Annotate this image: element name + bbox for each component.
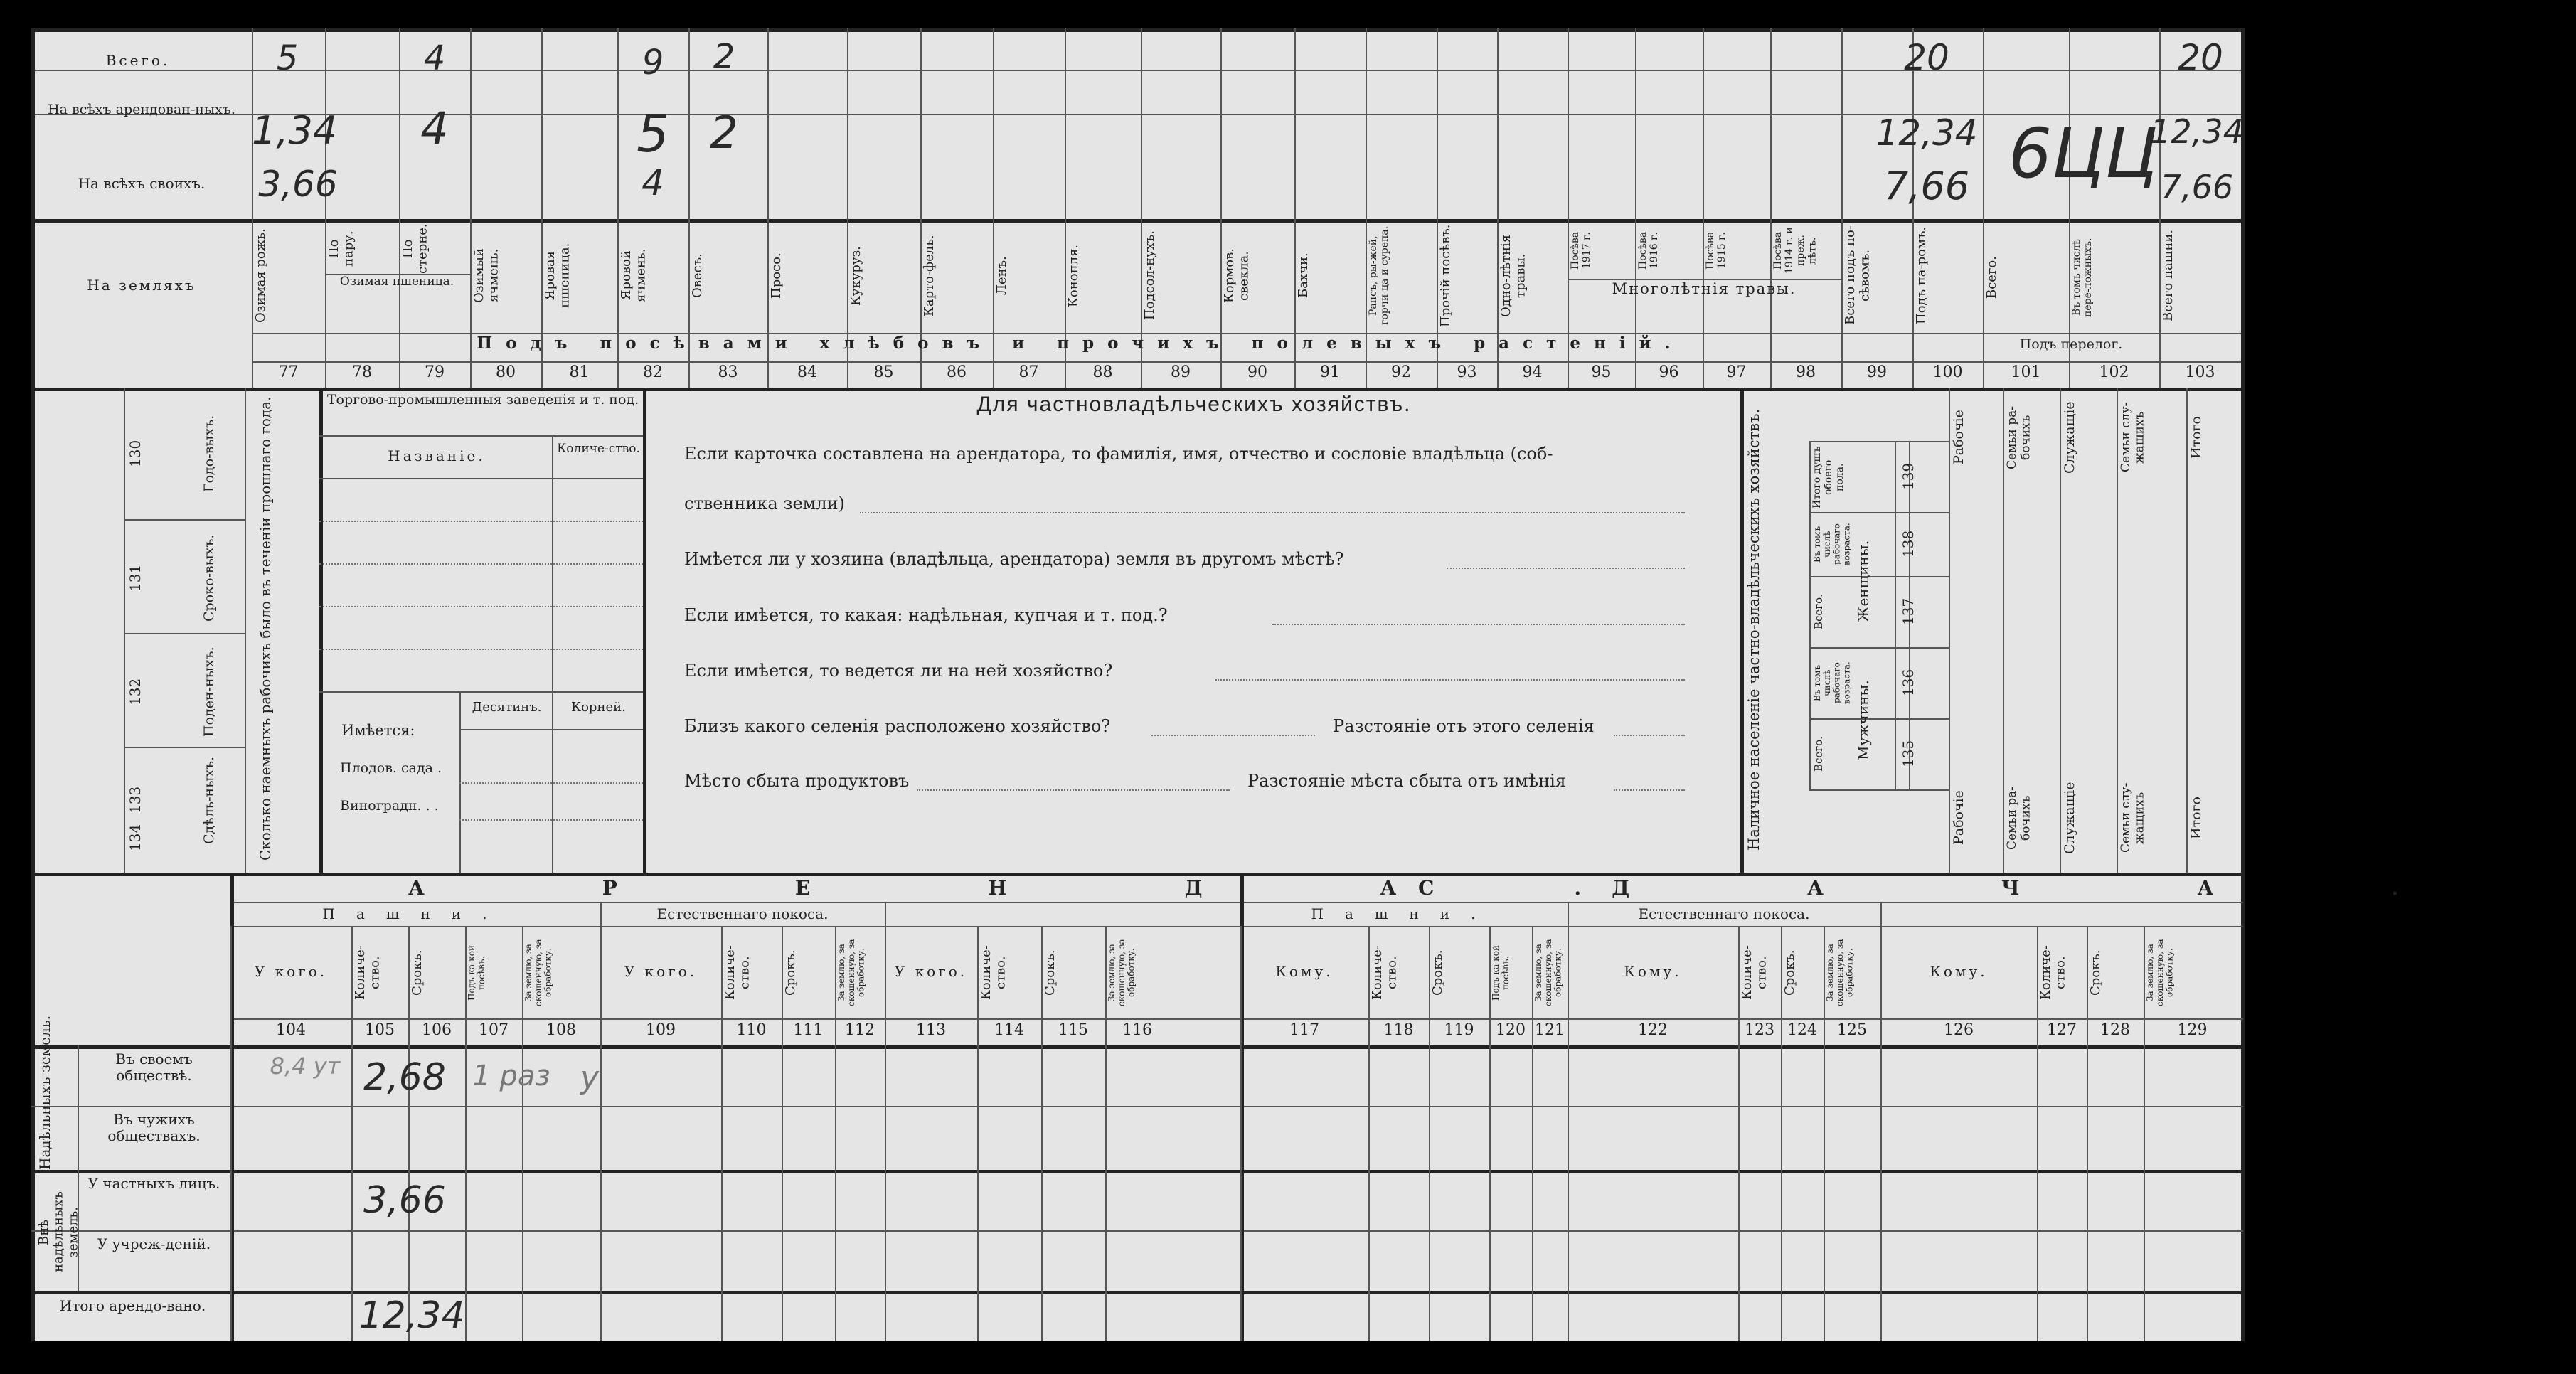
crop-header-85: Кукуруз.	[848, 245, 863, 306]
crop-header-86: Карто-фель.	[922, 235, 937, 316]
trade-title: Торгово-промышленныя заведенiя и т. под.	[326, 392, 639, 408]
col-divider	[600, 926, 602, 1341]
hw-total-83: 2	[713, 37, 735, 77]
dotted-line	[319, 521, 643, 522]
dotted-line	[319, 649, 643, 650]
men-total: Всего.	[1812, 736, 1825, 772]
crop-header-90: Кормов. свекла.	[1222, 248, 1252, 303]
hw-rented-82: 5	[637, 104, 669, 164]
hw-total-82: 9	[642, 43, 664, 82]
crop-header-83: Овесъ.	[690, 253, 705, 298]
crop-header-96: Посѣва 1916 г.	[1637, 231, 1661, 270]
col-131-label: Сроко-выхъ.	[201, 534, 217, 622]
lease-header-114: Количе-ство.	[979, 945, 1008, 1001]
lease-header-125: За землю, за скошенную, за обработку.	[1825, 939, 1855, 1007]
col-divider	[1880, 926, 1882, 1341]
crop-header-93: Прочiй посѣвъ.	[1438, 224, 1453, 327]
sublease-title: СДАЧА.	[1418, 876, 2576, 900]
winter-wheat-label: Озимая пшеница.	[339, 275, 454, 289]
sublease-meadow: Естественнаго покоса.	[1638, 905, 1810, 922]
crop-header-78: По пару.	[326, 230, 356, 267]
orchard-label: Плодов. сада .	[340, 760, 442, 776]
crop-header-82: Яровой ячмень.	[619, 248, 649, 303]
private-title: Для частновладѣльческихъ хозяйствъ.	[976, 393, 1412, 416]
col-num-90: 90	[1247, 363, 1267, 381]
crop-header-87: Ленъ.	[994, 256, 1009, 295]
lease-meadow: Естественнаго покоса.	[656, 905, 829, 922]
lease-col-num-117: 117	[1289, 1021, 1319, 1039]
row-divider	[230, 926, 2243, 927]
row-own-label: На всѣхъ своихъ.	[78, 175, 206, 192]
lease-col-num-120: 120	[1496, 1021, 1526, 1039]
col-divider	[245, 388, 246, 873]
hw-total-99: 20	[1904, 37, 1949, 78]
col-divider	[230, 926, 232, 1341]
row-divider	[230, 1018, 2243, 1020]
row-divider	[1983, 333, 2159, 334]
row-divider	[124, 633, 245, 634]
hw-total-103: 20	[2178, 37, 2223, 78]
dotted-line	[459, 782, 643, 784]
census-card	[31, 28, 2576, 1341]
hw-own-99: 7,66	[1883, 164, 1970, 208]
lease-col-num-121: 121	[1535, 1021, 1565, 1039]
crop-header-95: Посѣва 1917 г.	[1570, 231, 1593, 270]
hw-lease-qty: 2,68	[363, 1056, 446, 1099]
row-divider	[319, 691, 643, 693]
men-working-age: Въ томъ числѣ рабочаго возраста.	[1812, 661, 1852, 704]
question-owner-cont: ственника земли)	[684, 494, 845, 513]
question-village-dist: Разстоянiе отъ этого селенiя	[1333, 716, 1595, 736]
dotted-line	[459, 819, 643, 821]
col-num-82: 82	[643, 363, 663, 381]
row-total-leased: Итого арендо-вано.	[59, 1297, 206, 1314]
lease-col-num-127: 127	[2047, 1021, 2077, 1039]
workers-bottom: Рабочiе	[1951, 790, 1966, 846]
hw-own-103: 7,66	[2160, 168, 2234, 206]
crop-header-89: Подсол-нухъ.	[1142, 230, 1157, 321]
lease-header-105: Количе-ство.	[353, 945, 383, 1001]
hw-scribble: 6ЦЦ	[2008, 114, 2159, 193]
col-num-100: 100	[1932, 363, 1963, 381]
worker-families-top: Семьи ра-бочихъ	[2005, 405, 2033, 469]
lease-header-126: Кому.	[1930, 963, 1988, 980]
row-divider	[319, 435, 643, 437]
lease-col-num-122: 122	[1638, 1021, 1668, 1039]
lease-header-115: Срокъ.	[1043, 949, 1058, 996]
lease-header-129: За землю, за скошенную, за обработку.	[2145, 939, 2175, 1007]
answer-line[interactable]	[1272, 624, 1685, 625]
lease-col-num-124: 124	[1787, 1021, 1817, 1039]
crop-header-99: Всего подъ по-сѣвомъ.	[1843, 225, 1873, 326]
question-owner: Если карточка составлена на арендатора, то фамилiя, имя, отчество и сословiе владѣльца (соб-	[684, 444, 1553, 464]
women-total: Всего.	[1812, 594, 1825, 629]
col-num-101: 101	[2011, 363, 2041, 381]
border	[2241, 28, 2245, 1341]
crop-header-103: Всего пашни.	[2161, 229, 2176, 322]
col-130-label: Годо-выхъ.	[201, 415, 217, 492]
row-own-community: Въ своемъ обществѣ.	[115, 1050, 193, 1084]
col-divider	[1568, 926, 1569, 1341]
hw-rented-77: 1,34	[252, 108, 338, 153]
col-divider	[2060, 388, 2061, 873]
col-divider	[2117, 388, 2118, 873]
total-souls-label: Итого душъ обоего пола.	[1811, 446, 1846, 508]
answer-line[interactable]	[1447, 568, 1685, 569]
col-num-95: 95	[1591, 363, 1612, 381]
answer-line[interactable]	[917, 789, 1230, 791]
lease-title: АРЕНДА.	[408, 876, 1760, 900]
col-num-91: 91	[1320, 363, 1340, 381]
col-num-84: 84	[797, 363, 817, 381]
col-131-num: 131	[127, 564, 144, 592]
dotted-line	[319, 606, 643, 607]
under-crops-title: Подъ посѣвами хлѣбовъ и прочихъ полевыхъ растенiй.	[477, 334, 1684, 353]
lease-col-num-126: 126	[1944, 1021, 1974, 1039]
row-divider	[459, 729, 643, 730]
col-num-79: 79	[425, 363, 445, 381]
lease-col-num-112: 112	[845, 1021, 875, 1039]
lease-col-num-125: 125	[1837, 1021, 1867, 1039]
col-num-85: 85	[873, 363, 894, 381]
dotted-line	[319, 563, 643, 565]
crop-header-79: По стерне.	[400, 223, 430, 274]
lease-col-num-108: 108	[546, 1021, 576, 1039]
row-lands-label: На земляхъ	[87, 277, 196, 294]
hw-rented-83: 2	[710, 107, 738, 159]
lease-header-119: Срокъ.	[1430, 949, 1445, 996]
lease-col-num-118: 118	[1383, 1021, 1414, 1039]
lease-header-111: Срокъ.	[783, 949, 798, 996]
lease-col-num-107: 107	[479, 1021, 509, 1039]
total-top: Итого	[2188, 416, 2204, 459]
col-divider	[1809, 441, 1811, 789]
crop-header-91: Бахчи.	[1296, 252, 1311, 299]
vineyard-label: Виноградн. . .	[340, 798, 439, 814]
col-divider	[2159, 28, 2161, 388]
row-divider	[230, 902, 2243, 903]
hw-lease-total: 12,34	[358, 1294, 465, 1337]
lease-col-num-119: 119	[1444, 1021, 1474, 1039]
border	[31, 28, 35, 1341]
answer-line[interactable]	[1614, 789, 1685, 791]
row-institutions: У учреж-денiй.	[97, 1235, 211, 1252]
imeetsya-label: Имѣется:	[341, 722, 415, 739]
lease-header-127: Количе-ство.	[2038, 945, 2068, 1001]
col-num-87: 87	[1018, 363, 1039, 381]
crop-header-101: Всего.	[1984, 256, 1999, 299]
col-num-93: 93	[1457, 363, 1477, 381]
col-num-103: 103	[2185, 363, 2215, 381]
col-num-77: 77	[278, 363, 299, 381]
crop-header-80: Озимый ячмень.	[472, 248, 501, 303]
hw-rented-103: 12,34	[2150, 112, 2244, 151]
lease-header-116: За землю, за скошенную, за обработку.	[1107, 939, 1137, 1007]
sublease-arable: Пашни.	[1311, 905, 1497, 922]
answer-line[interactable]	[1614, 735, 1685, 736]
crop-header-77: Озимая рожь.	[253, 228, 268, 323]
col-divider	[885, 926, 886, 1341]
crop-header-102: Въ томъ числѣ пере-ложныхъ.	[2071, 238, 2095, 317]
worker-families-bottom: Семьи ра-бочихъ	[2005, 786, 2033, 850]
employees-top: Служащiе	[2062, 401, 2077, 474]
lease-header-113: У кого.	[894, 963, 968, 980]
crop-header-84: Просо.	[769, 252, 784, 299]
hw-lease-note: 8,4 ут	[270, 1053, 341, 1080]
row-divider	[1809, 789, 1949, 791]
women-working-age: Въ томъ числѣ рабочаго возраста.	[1812, 523, 1852, 565]
col-divider	[1240, 926, 1242, 1341]
col-130-num: 130	[127, 440, 144, 467]
row-divider	[31, 219, 2243, 223]
hw-lease-private: 3,66	[363, 1179, 446, 1222]
lease-header-128: Срокъ.	[2088, 949, 2103, 996]
lease-header-123: Количе-ство.	[1740, 945, 1769, 1001]
row-divider	[124, 747, 245, 748]
question-other-land: Имѣется ли у хозяина (владѣльца, арендатора) земля въ другомъ мѣстѣ?	[684, 549, 1344, 569]
row-rented-label: На всѣхъ арендован-ныхъ.	[48, 102, 235, 117]
population-title: Наличное населенiе частно-владѣльческихъ хозяйствъ.	[1745, 408, 1762, 851]
hw-lease-term: 1 раз	[472, 1060, 550, 1092]
row-divider	[252, 361, 2243, 363]
row-divider	[124, 519, 245, 521]
employee-families-bottom: Семьи слу-жащихъ	[2119, 782, 2147, 853]
col-num-98: 98	[1796, 363, 1816, 381]
workers-top: Рабочiе	[1951, 410, 1966, 465]
trade-qty-header: Количе-ство.	[557, 442, 640, 456]
lease-col-num-123: 123	[1745, 1021, 1774, 1039]
hw-own-77: 3,66	[258, 164, 338, 205]
lease-arable: Пашни.	[322, 905, 509, 922]
col-divider	[643, 388, 646, 873]
hw-total-79: 4	[423, 38, 446, 78]
korney-header: Корней.	[571, 700, 626, 715]
row-divider	[319, 478, 643, 479]
row-divider	[31, 1170, 2243, 1173]
employee-families-top: Семьи слу-жащихъ	[2119, 402, 2147, 473]
men-label: Мужчины.	[1855, 680, 1872, 760]
crop-header-97: Посѣва 1915 г.	[1705, 231, 1728, 270]
col-num-83: 83	[718, 363, 738, 381]
lease-header-108: За землю, за скошенную, за обработку.	[523, 939, 553, 1007]
col-num-78: 78	[352, 363, 372, 381]
lease-col-num-128: 128	[2100, 1021, 2130, 1039]
row-divider	[31, 388, 2243, 391]
lease-col-num-115: 115	[1058, 1021, 1088, 1039]
lease-col-num-104: 104	[276, 1021, 306, 1039]
col-num-97: 97	[1726, 363, 1747, 381]
lease-header-109: У кого.	[624, 963, 698, 980]
col-133-label: Сдѣль-ныхъ.	[201, 756, 217, 844]
trade-name-header: Названiе.	[388, 447, 486, 464]
col-135: 135	[1900, 740, 1917, 768]
answer-line[interactable]	[1151, 735, 1315, 736]
col-133-num: 133	[127, 786, 144, 814]
row-divider	[31, 1045, 2243, 1049]
hw-rented-79: 4	[420, 102, 449, 154]
row-total-label: Всего.	[105, 52, 171, 69]
col-137: 137	[1900, 597, 1917, 626]
lease-header-104: У кого.	[254, 963, 328, 980]
col-num-96: 96	[1659, 363, 1679, 381]
col-divider	[124, 388, 125, 873]
women-label: Женщины.	[1855, 540, 1872, 623]
col-divider	[1740, 388, 1744, 873]
lease-col-num-114: 114	[994, 1021, 1024, 1039]
lease-header-124: Срокъ.	[1782, 949, 1797, 996]
col-136: 136	[1900, 669, 1917, 697]
crop-header-81: Яровая пшеница.	[543, 243, 573, 309]
row-divider	[31, 1106, 2243, 1107]
question-land-type: Если имѣется, то какая: надѣльная, купчая и т. под.?	[684, 605, 1168, 625]
lease-col-num-111: 111	[793, 1021, 824, 1039]
col-num-88: 88	[1092, 363, 1113, 381]
lease-header-120: Подъ ка-кой посѣвъ.	[1491, 945, 1511, 1001]
col-divider	[1949, 388, 1950, 873]
lease-col-num-110: 110	[736, 1021, 767, 1039]
hw-total-77: 5	[276, 38, 299, 78]
lease-header-106: Срокъ.	[410, 949, 425, 996]
col-num-81: 81	[569, 363, 590, 381]
col-139: 139	[1900, 462, 1917, 491]
lease-header-107: Подъ ка-кой посѣвъ.	[467, 945, 486, 1001]
lease-col-num-106: 106	[422, 1021, 452, 1039]
hw-own-82: 4	[642, 162, 664, 203]
col-num-94: 94	[1522, 363, 1543, 381]
crop-header-98: Посѣва 1914 г. и преж. лѣтъ.	[1772, 227, 1819, 275]
question-village: Близъ какого селенiя расположено хозяйство?	[684, 716, 1111, 736]
question-farming: Если имѣется, то ведется ли на ней хозяйство?	[684, 661, 1113, 681]
col-134-num: 134	[127, 824, 144, 851]
row-divider	[1809, 512, 1949, 513]
lease-header-117: Кому.	[1275, 963, 1334, 980]
desyatin-header: Десятинъ.	[472, 700, 542, 715]
lease-header-122: Кому.	[1624, 963, 1682, 980]
answer-line[interactable]	[1215, 679, 1685, 681]
employees-bottom: Служащiе	[2062, 782, 2077, 854]
non-allotment-lands-label: Внѣ надѣльныхъ земель.	[36, 1191, 81, 1273]
col-divider	[2003, 388, 2004, 873]
question-market-dist: Разстоянiе мѣста сбыта отъ имѣнiя	[1247, 771, 1566, 791]
row-divider	[1809, 441, 1949, 442]
col-num-86: 86	[947, 363, 967, 381]
lease-header-118: Количе-ство.	[1370, 945, 1400, 1001]
col-num-99: 99	[1867, 363, 1887, 381]
col-divider	[1895, 441, 1896, 789]
crop-header-100: Подъ па-ромъ.	[1914, 226, 1929, 325]
col-num-102: 102	[2099, 363, 2129, 381]
col-132-label: Поден-ныхъ.	[201, 646, 217, 737]
question-market: Мѣсто сбыта продуктовъ	[684, 771, 910, 791]
hw-lease-payment: у	[580, 1060, 600, 1096]
lease-col-num-113: 113	[916, 1021, 946, 1039]
hw-rented-99: 12,34	[1875, 112, 1978, 154]
row-divider	[31, 1230, 2243, 1232]
crop-header-92: Рапсъ, ры-жей, горчи-ца и сурепа.	[1368, 225, 1391, 326]
crop-header-88: Конопля.	[1066, 244, 1081, 307]
row-divider	[1809, 647, 1949, 649]
hired-workers-label: Сколько наемныхъ рабочихъ было въ теченiи прошлаго года.	[257, 396, 274, 861]
lease-header-110: Количе-ство.	[723, 945, 752, 1001]
lease-header-112: За землю, за скошенную, за обработку.	[836, 939, 866, 1007]
perennial-grass-label: Многолѣтнiя травы.	[1612, 280, 1797, 297]
col-132-num: 132	[127, 678, 144, 705]
lease-col-num-105: 105	[365, 1021, 395, 1039]
fallow-label: Подъ перелог.	[2019, 336, 2123, 352]
col-num-89: 89	[1171, 363, 1191, 381]
answer-line[interactable]	[860, 512, 1685, 513]
row-other-community: Въ чужихъ обществахъ.	[107, 1111, 201, 1144]
lease-col-num-116: 116	[1122, 1021, 1152, 1039]
lease-col-num-129: 129	[2177, 1021, 2208, 1039]
col-138: 138	[1900, 530, 1917, 558]
col-divider	[2186, 388, 2188, 873]
col-num-80: 80	[496, 363, 516, 381]
total-bottom: Итого	[2188, 797, 2204, 839]
lease-header-121: За землю, за скошенную, за обработку.	[1533, 939, 1563, 1007]
border	[31, 28, 2243, 32]
crop-header-94: Одно-лѣтнiя травы.	[1499, 234, 1528, 317]
col-num-92: 92	[1391, 363, 1411, 381]
lease-col-num-109: 109	[646, 1021, 676, 1039]
allotment-lands-label: Надѣльныхъ земель.	[36, 1015, 53, 1170]
row-private-persons: У частныхъ лицъ.	[87, 1175, 220, 1192]
